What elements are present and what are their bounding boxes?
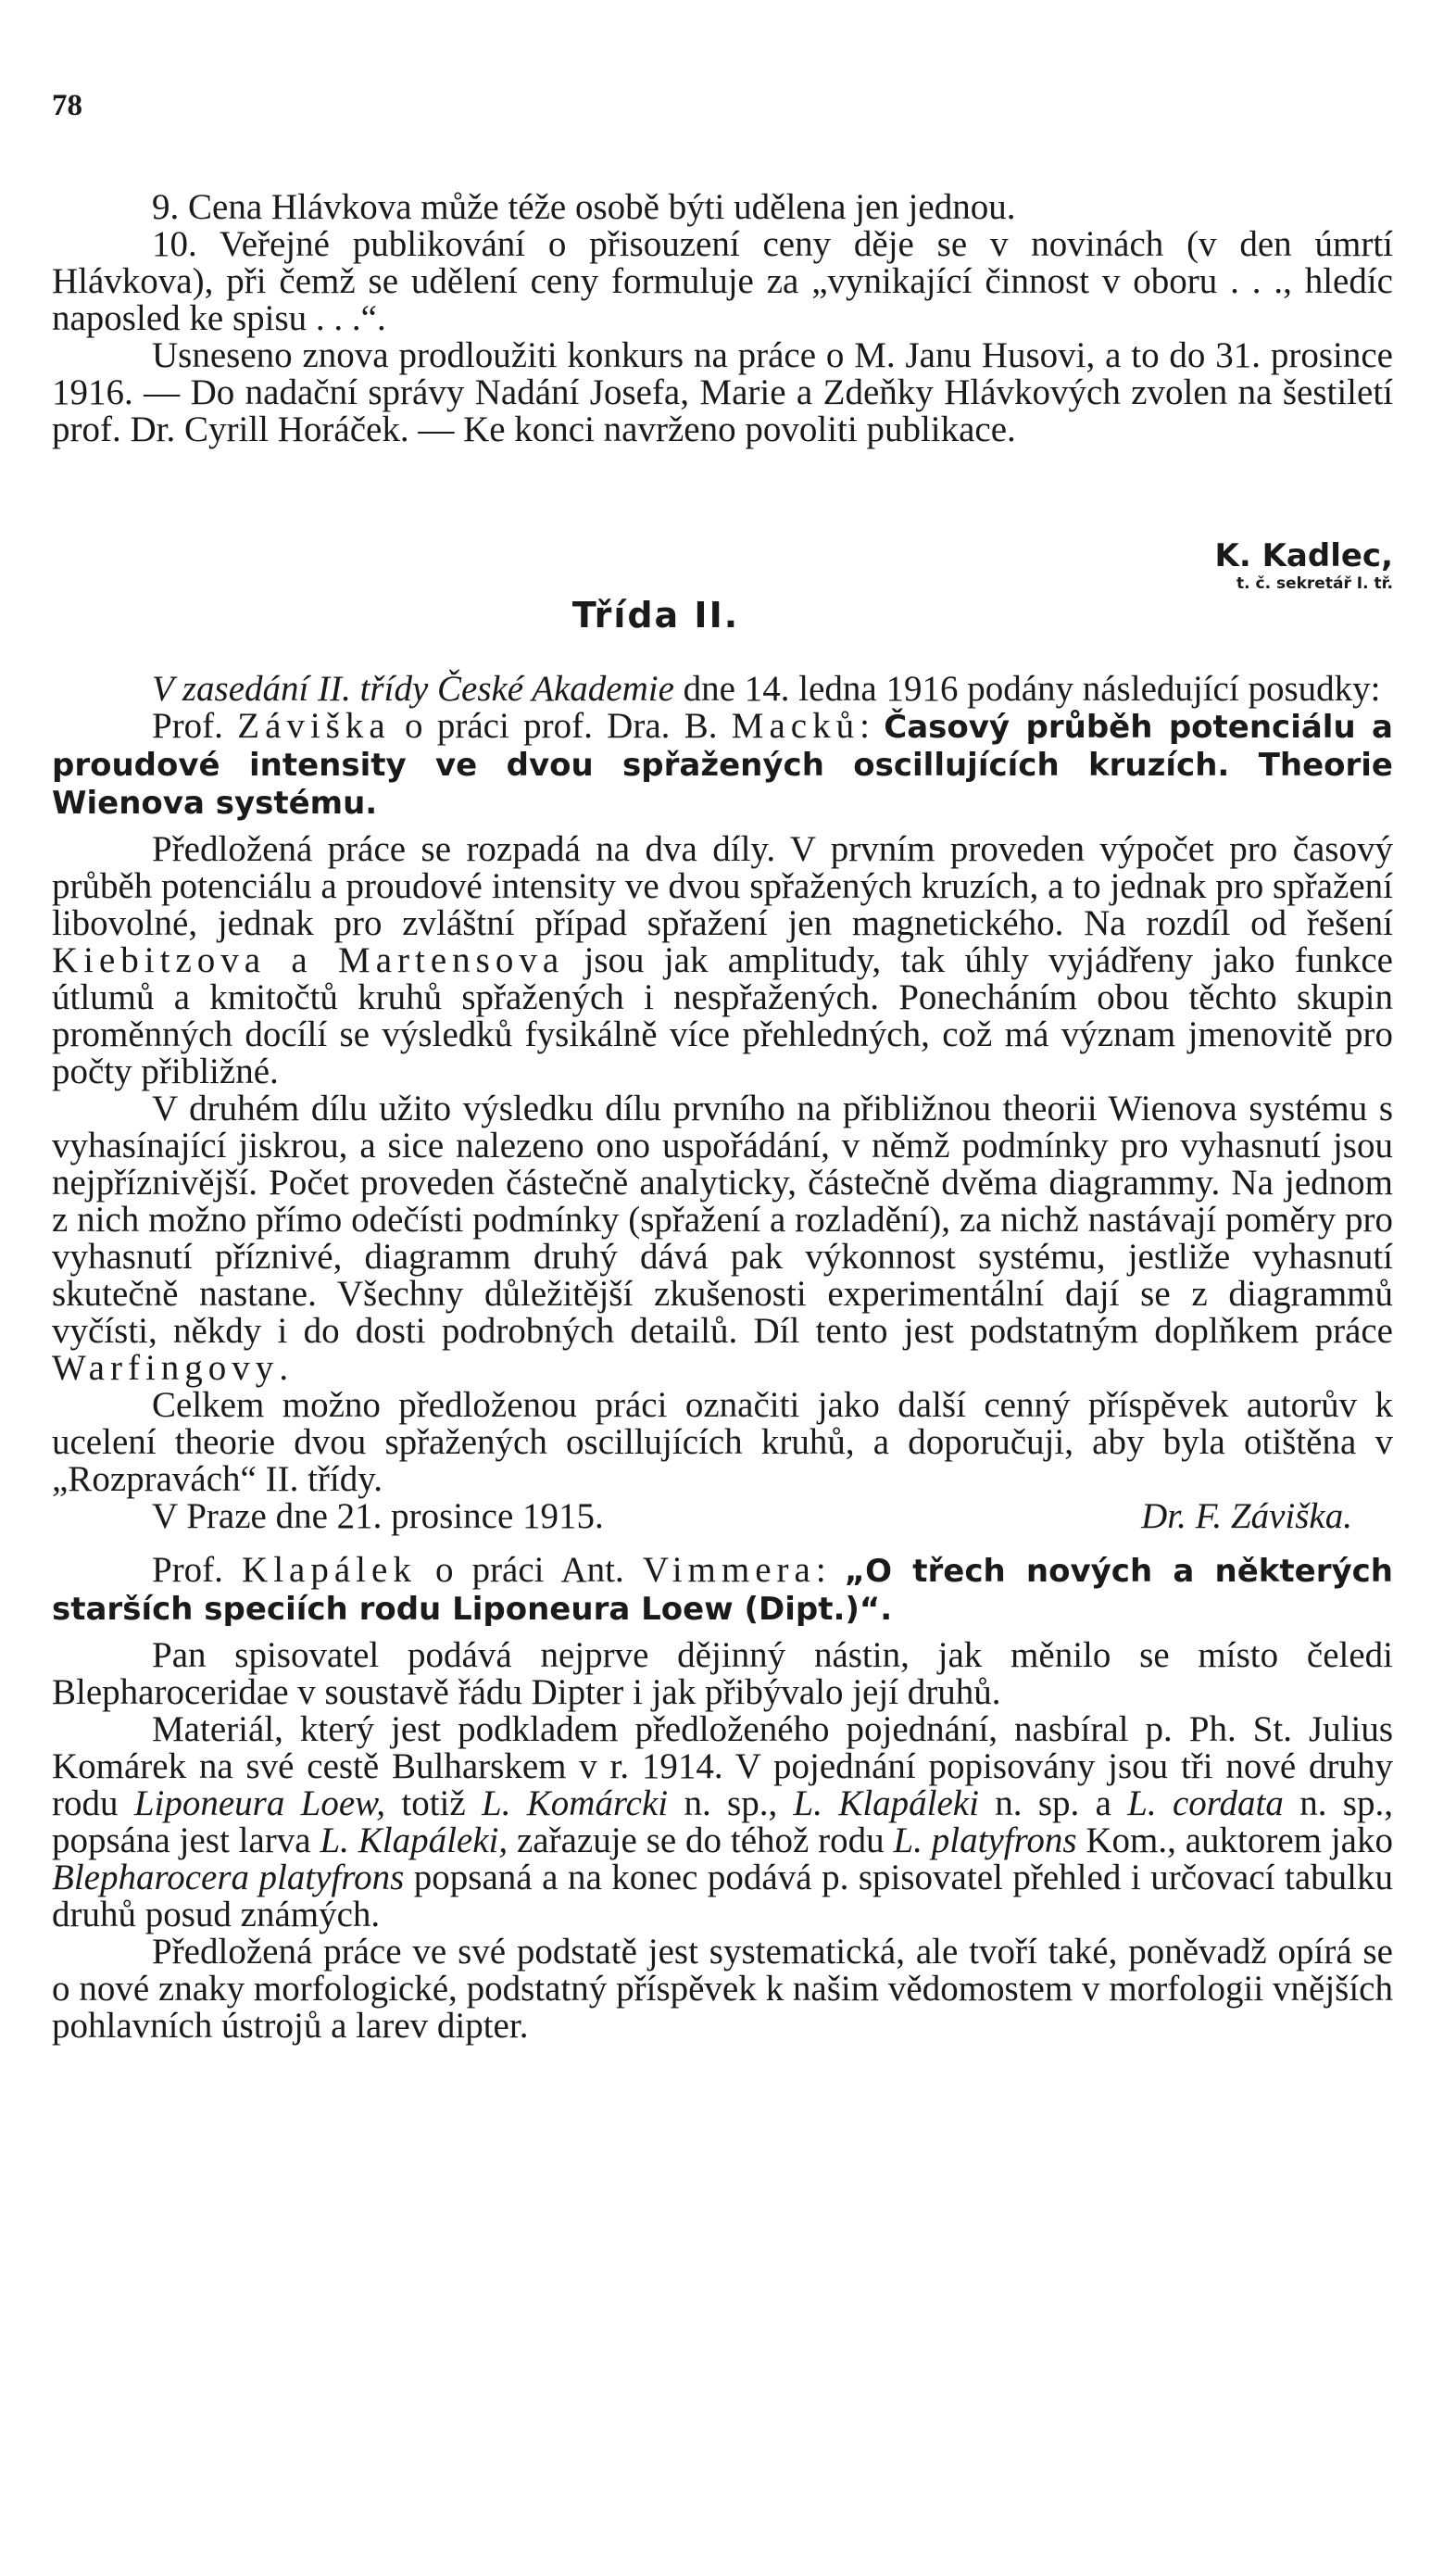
prize-rules [52, 189, 1393, 448]
review2-lead: Prof. [152, 1550, 243, 1590]
review2-title: „O třech nových a některých starších speciích rodu Liponeura Loew (Dipt.)“. [52, 1553, 1393, 1628]
review2-p2g: Kom., auktorem jako [1076, 1820, 1393, 1860]
review2-p2a: Materiál, který jest podkladem předloženého pojednání, nasbíral p. Ph. St. Julius Komárek na své cestě Bulharskem v r. 1914. V pojednání popisovány jsou tři nové druhy rodu [52, 1709, 1393, 1823]
review1-reviewer: Záviška [237, 706, 391, 746]
class-heading-text: Třída II. [571, 595, 740, 636]
review2-author: Vimmera [642, 1550, 816, 1590]
review2-paragraph-2 [52, 1711, 1393, 1934]
resolution-paragraph: Usneseno znova prodloužiti konkurs na práce o M. Janu Husovi, a to do 31. prosince 1916. — Do nadační správy Nadání Josefa, Marie a Zdeňky Hlávkových zvolen na šestiletí prof. Dr. Cyrill Horáček. — Ke konci navrženo povoliti publikace. [52, 335, 1393, 449]
review2-genus: Liponeura Loew, [133, 1783, 386, 1823]
review2-colon: : [815, 1550, 845, 1590]
rule-item-9: 9. Cena Hlávkova může téže osobě býti udělena jen jednou. [152, 187, 1016, 227]
review2-species-4: L. Klapáleki, [320, 1820, 508, 1860]
review2-species-3: L. cordata [1127, 1783, 1284, 1823]
session-intro-italic: V zasedání II. třídy České Akademie [152, 669, 674, 709]
review2-species-1: L. Komárcki [482, 1783, 669, 1823]
review2-paragraph-3: Předložená práce ve své podstatě jest systematická, ale tvoří také, poněvadž opírá se o nové znaky morfologické, podstatný příspěvek k našim vědomostem v morfologii vnějších pohlavních ústrojů a larev dipter. [52, 1932, 1393, 2046]
review1-lead: Prof. [152, 706, 238, 746]
review2-p2d: n. sp. a [978, 1783, 1128, 1823]
page-number: 78 [52, 89, 82, 122]
review2-species-2: L. Klapáleki [793, 1783, 979, 1823]
review1-author: Macků [731, 706, 860, 746]
review1-title: Časový průběh potenciálu a proudové intensity ve dvou spřažených oscillujících kruzích. Theorie Wienova systému. [52, 709, 1394, 822]
review2-p2c: n. sp., [668, 1783, 794, 1823]
review2-species-6: Blepharocera platyfrons [52, 1858, 405, 1897]
review1-paragraph-3: Celkem možno předloženou práci označiti jako další cenný příspěvek autorův k ucelení theorie dvou spřažených oscillujících kruhů, a doporučuji, aby byla otištěna v „Rozpravách“ II. třídy. [52, 1385, 1393, 1499]
review1-p2b: . [279, 1348, 289, 1388]
review2-paragraph-1: Pan spisovatel podává nejprve dějinný nástin, jak měnilo se místo čeledi Blepharoceridae v soustavě řádu Dipter i jak přibývalo její druhů. [52, 1635, 1393, 1712]
review1-signer: Dr. F. Záviška. [1141, 1496, 1352, 1536]
signature-name: K. Kadlec, [1214, 537, 1393, 574]
session-block [52, 671, 1393, 2045]
review2-mid: o práci Ant. [416, 1550, 643, 1590]
review1-p2-name: Warfingovy [52, 1348, 280, 1388]
review2-p2h: popsaná a na konec podává p. spisovatel přehled i určovací tabulku druhů posud známých. [52, 1858, 1393, 1934]
review1-p1-names: Kiebitzova a Martensova [52, 940, 565, 980]
review2-p2f: zařazuje se do téhož rodu [508, 1820, 894, 1860]
review2-species-5: L. platyfrons [893, 1820, 1077, 1860]
review1-p1b: jsou jak amplitudy, tak úhly vyjádřeny jako funkce útlumů a kmitočtů kruhů spřažených i nespřažených. Ponecháním obou těchto skupin proměnných docílí se výsledků fysikálně více přehledných, což má význam jmenovitě pro počty přibližné. [52, 940, 1393, 1091]
review1-p1a: Předložená práce se rozpadá na dva díly. V prvním proveden výpočet pro časový průběh potenciálu a proudové intensity ve dvou spřažených kruzích, a to jednak pro spřažení libovolné, jednak pro zvláštní případ spřažení jen magnetického. Na rozdíl od řešení [52, 829, 1393, 943]
review2-header [52, 1552, 1393, 1628]
review1-mid: o práci prof. Dra. B. [390, 706, 732, 746]
review1-p2a: V druhém dílu užito výsledku dílu prvního na přibližnou theorii Wienova systému s vyhasínající jiskrou, a sice nalezeno ono uspořádání, v němž podmínky pro vyhasnutí jsou nejpříznivější. Počet proveden částečně analyticky, částečně dvěma diagrammy. Na jednom z nich možno přímo odečísti podmínky (spřažení a rozladění), za nichž nastávají poměry pro vyhasnutí příznivé, diagramm druhý dává pak výkonnost systému, jestliže vyhasnutí skutečně nastane. Všechny důležitější zkušenosti experimentální dají se z diagrammů vyčísti, někdy i do dosti podrobných detailů. Díl tento jest podstatným doplňkem práce [52, 1089, 1393, 1351]
session-intro [52, 671, 1393, 708]
review2-p2b: totiž [385, 1783, 482, 1823]
review2-p2e: n. sp., popsána jest larva [52, 1783, 1393, 1860]
review2-reviewer: Klapálek [242, 1550, 417, 1590]
rule-item-10: 10. Veřejné publikování o přisouzení ceny děje se v novinách (v den úmrtí Hlávkova), při čemž se udělení ceny formuluje za „vynikající činnost v oboru . . ., hledíc naposled ke spisu . . .“. [52, 224, 1393, 338]
review1-paragraph-1 [52, 831, 1393, 1090]
review1-header [52, 708, 1393, 822]
signature-role: t. č. sekretář I. tř. [1236, 574, 1393, 593]
class-heading [0, 595, 1456, 636]
review1-colon: : [860, 706, 885, 746]
session-intro-rest: dne 14. ledna 1916 podány následující posudky: [673, 669, 1381, 709]
review1-date: V Praze dne 21. prosince 1915. [152, 1496, 604, 1536]
review1-signoff [52, 1498, 1393, 1535]
review1-paragraph-2 [52, 1090, 1393, 1387]
